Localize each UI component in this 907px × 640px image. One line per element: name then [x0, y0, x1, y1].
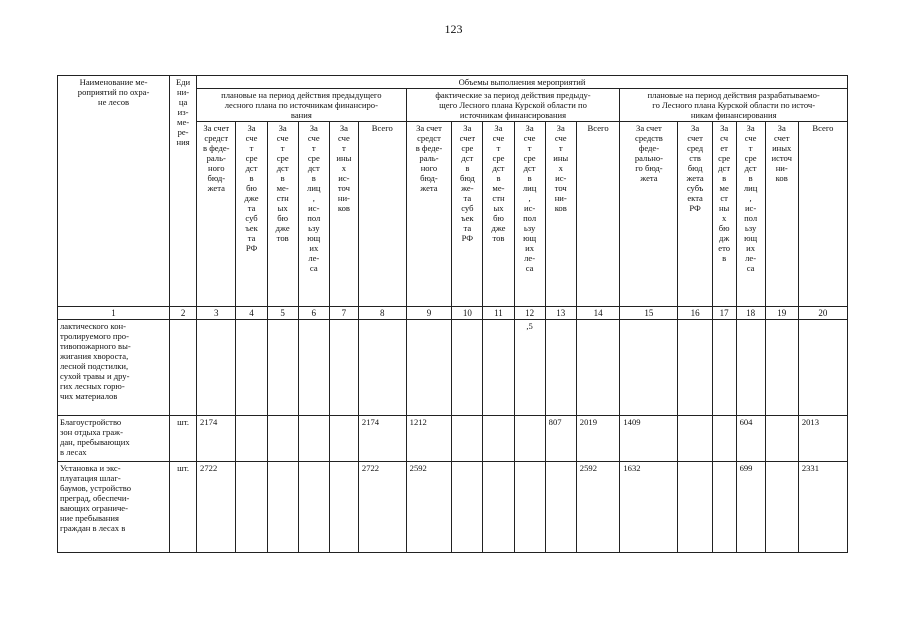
- col-number: 4: [236, 307, 267, 320]
- subcol-header: Всего: [798, 122, 847, 307]
- col-number: 1: [58, 307, 170, 320]
- cell: [545, 320, 576, 416]
- cell: [329, 416, 358, 462]
- cell: 1212: [406, 416, 452, 462]
- header-unit: Еди ни- ца из- ме- ре- ния: [170, 76, 197, 307]
- cell: [712, 320, 736, 416]
- col-number: 8: [358, 307, 406, 320]
- cell: [483, 320, 514, 416]
- cell: [236, 416, 267, 462]
- cell: [514, 416, 545, 462]
- activity-name: лактического кон- тролируемого про- тивопожарного вы- жигания хвороста, лесной подстилки, сухой травы и дру- гих лесных горю- чих материалов: [58, 320, 170, 416]
- cell: 2174: [197, 416, 236, 462]
- subcol-header: За счет сре дст в бюд же- та суб ъек та РФ: [452, 122, 483, 307]
- subcol-header: За сче т сре дст в лиц , ис- пол ьзу ющ их ле- са: [298, 122, 329, 307]
- cell: [298, 462, 329, 553]
- cell: [483, 416, 514, 462]
- cell: [620, 320, 678, 416]
- col-number: 7: [329, 307, 358, 320]
- header-row-1: [58, 76, 848, 89]
- cell: [329, 320, 358, 416]
- subcol-header: За сче т сре дст в лиц , ис- пол ьзу ющ их ле- са: [514, 122, 545, 307]
- subcol-header: За счет средств феде- рально- го бюд- жета: [620, 122, 678, 307]
- unit-cell: шт.: [170, 416, 197, 462]
- activity-name: Благоустройство зон отдыха граж- дан, пребывающих в лесах: [58, 416, 170, 462]
- cell: [452, 320, 483, 416]
- col-number: 6: [298, 307, 329, 320]
- cell: [765, 416, 798, 462]
- activity-name: Установка и экс- плуатация шлаг- баумов, устройство преград, обеспечи- вающих ограниче- ние пребывания граждан в лесах в: [58, 462, 170, 553]
- col-number: 20: [798, 307, 847, 320]
- cell: [267, 416, 298, 462]
- subcol-header: За счет сред ств бюд жета субъ екта РФ: [678, 122, 712, 307]
- col-number: 19: [765, 307, 798, 320]
- cell: [765, 462, 798, 553]
- subcol-header: За сче т сре дст в лиц , ис- пол ьзу ющ их ле- са: [736, 122, 765, 307]
- cell: 2722: [358, 462, 406, 553]
- subcol-header: За сче т сре дст в ме- стн ых бю дже тов: [483, 122, 514, 307]
- header-group-planned-new: плановые на период действия разрабатываемо- го Лесного плана Курской области по источ- никам финансирования: [620, 89, 848, 122]
- subcol-header: За счет средст в феде- раль- ного бюд- жета: [197, 122, 236, 307]
- cell: [514, 462, 545, 553]
- cell: [358, 320, 406, 416]
- table-row: [58, 320, 848, 416]
- cell: [267, 462, 298, 553]
- column-number-row: [58, 307, 848, 320]
- cell: [712, 416, 736, 462]
- col-number: 10: [452, 307, 483, 320]
- col-number: 13: [545, 307, 576, 320]
- cell: 2019: [576, 416, 620, 462]
- cell: [712, 462, 736, 553]
- subcol-header: За сче т сре дст в бю дже та суб ъек та РФ: [236, 122, 267, 307]
- col-number: 15: [620, 307, 678, 320]
- subcol-header: За сче т сре дст в ме- стн ых бю дже тов: [267, 122, 298, 307]
- cell: [452, 416, 483, 462]
- forest-protection-table: [57, 75, 848, 553]
- header-group-actual-previous: фактические за период действия предыду- щего Лесного плана Курской области по источникам финансирования: [406, 89, 620, 122]
- col-number: 17: [712, 307, 736, 320]
- subcol-header: За сче т ины х ис- точ ни- ков: [329, 122, 358, 307]
- subcol-header: Всего: [358, 122, 406, 307]
- cell: 2331: [798, 462, 847, 553]
- cell: [483, 462, 514, 553]
- cell: 2722: [197, 462, 236, 553]
- cell: [678, 320, 712, 416]
- subcol-header: Всего: [576, 122, 620, 307]
- cell: [197, 320, 236, 416]
- activities-table-sheet: [57, 75, 848, 569]
- cell: 2592: [576, 462, 620, 553]
- col-number: 14: [576, 307, 620, 320]
- col-number: 3: [197, 307, 236, 320]
- cell: [545, 462, 576, 553]
- subcol-header: За счет иных источ ни- ков: [765, 122, 798, 307]
- cell: [576, 320, 620, 416]
- table-row: [58, 416, 848, 462]
- cell: [236, 462, 267, 553]
- cell: [236, 320, 267, 416]
- col-number: 5: [267, 307, 298, 320]
- col-number: 2: [170, 307, 197, 320]
- col-number: 11: [483, 307, 514, 320]
- col-number: 12: [514, 307, 545, 320]
- cell: [298, 416, 329, 462]
- header-volumes-title: Объемы выполнения мероприятий: [197, 76, 848, 89]
- cell: [678, 416, 712, 462]
- cell: [765, 320, 798, 416]
- cell: [736, 320, 765, 416]
- subcol-header: За счет средст в феде- раль- ного бюд- жета: [406, 122, 452, 307]
- cell: ,5: [514, 320, 545, 416]
- table-row: [58, 462, 848, 553]
- cell: [267, 320, 298, 416]
- col-number: 18: [736, 307, 765, 320]
- cell: 1409: [620, 416, 678, 462]
- unit-cell: шт.: [170, 462, 197, 553]
- cell: [452, 462, 483, 553]
- cell: 2174: [358, 416, 406, 462]
- col-number: 9: [406, 307, 452, 320]
- cell: [678, 462, 712, 553]
- cell: [329, 462, 358, 553]
- subcol-header: За сче т ины х ис- точ ни- ков: [545, 122, 576, 307]
- cell: [298, 320, 329, 416]
- cell: 604: [736, 416, 765, 462]
- cell: [798, 320, 847, 416]
- header-name: Наименование ме- роприятий по охра- не лесов: [58, 76, 170, 307]
- col-number: 16: [678, 307, 712, 320]
- cell: [170, 320, 197, 416]
- cell: 2592: [406, 462, 452, 553]
- cell: 1632: [620, 462, 678, 553]
- cell: [406, 320, 452, 416]
- cell: 2013: [798, 416, 847, 462]
- cell: 807: [545, 416, 576, 462]
- subcol-header: За сч ет сре дст в ме ст ны х бю дж ето в: [712, 122, 736, 307]
- page-number: 123: [444, 22, 463, 36]
- cell: 699: [736, 462, 765, 553]
- header-group-planned-previous: плановые на период действия предыдущего лесного плана по источникам финансиро- вания: [197, 89, 407, 122]
